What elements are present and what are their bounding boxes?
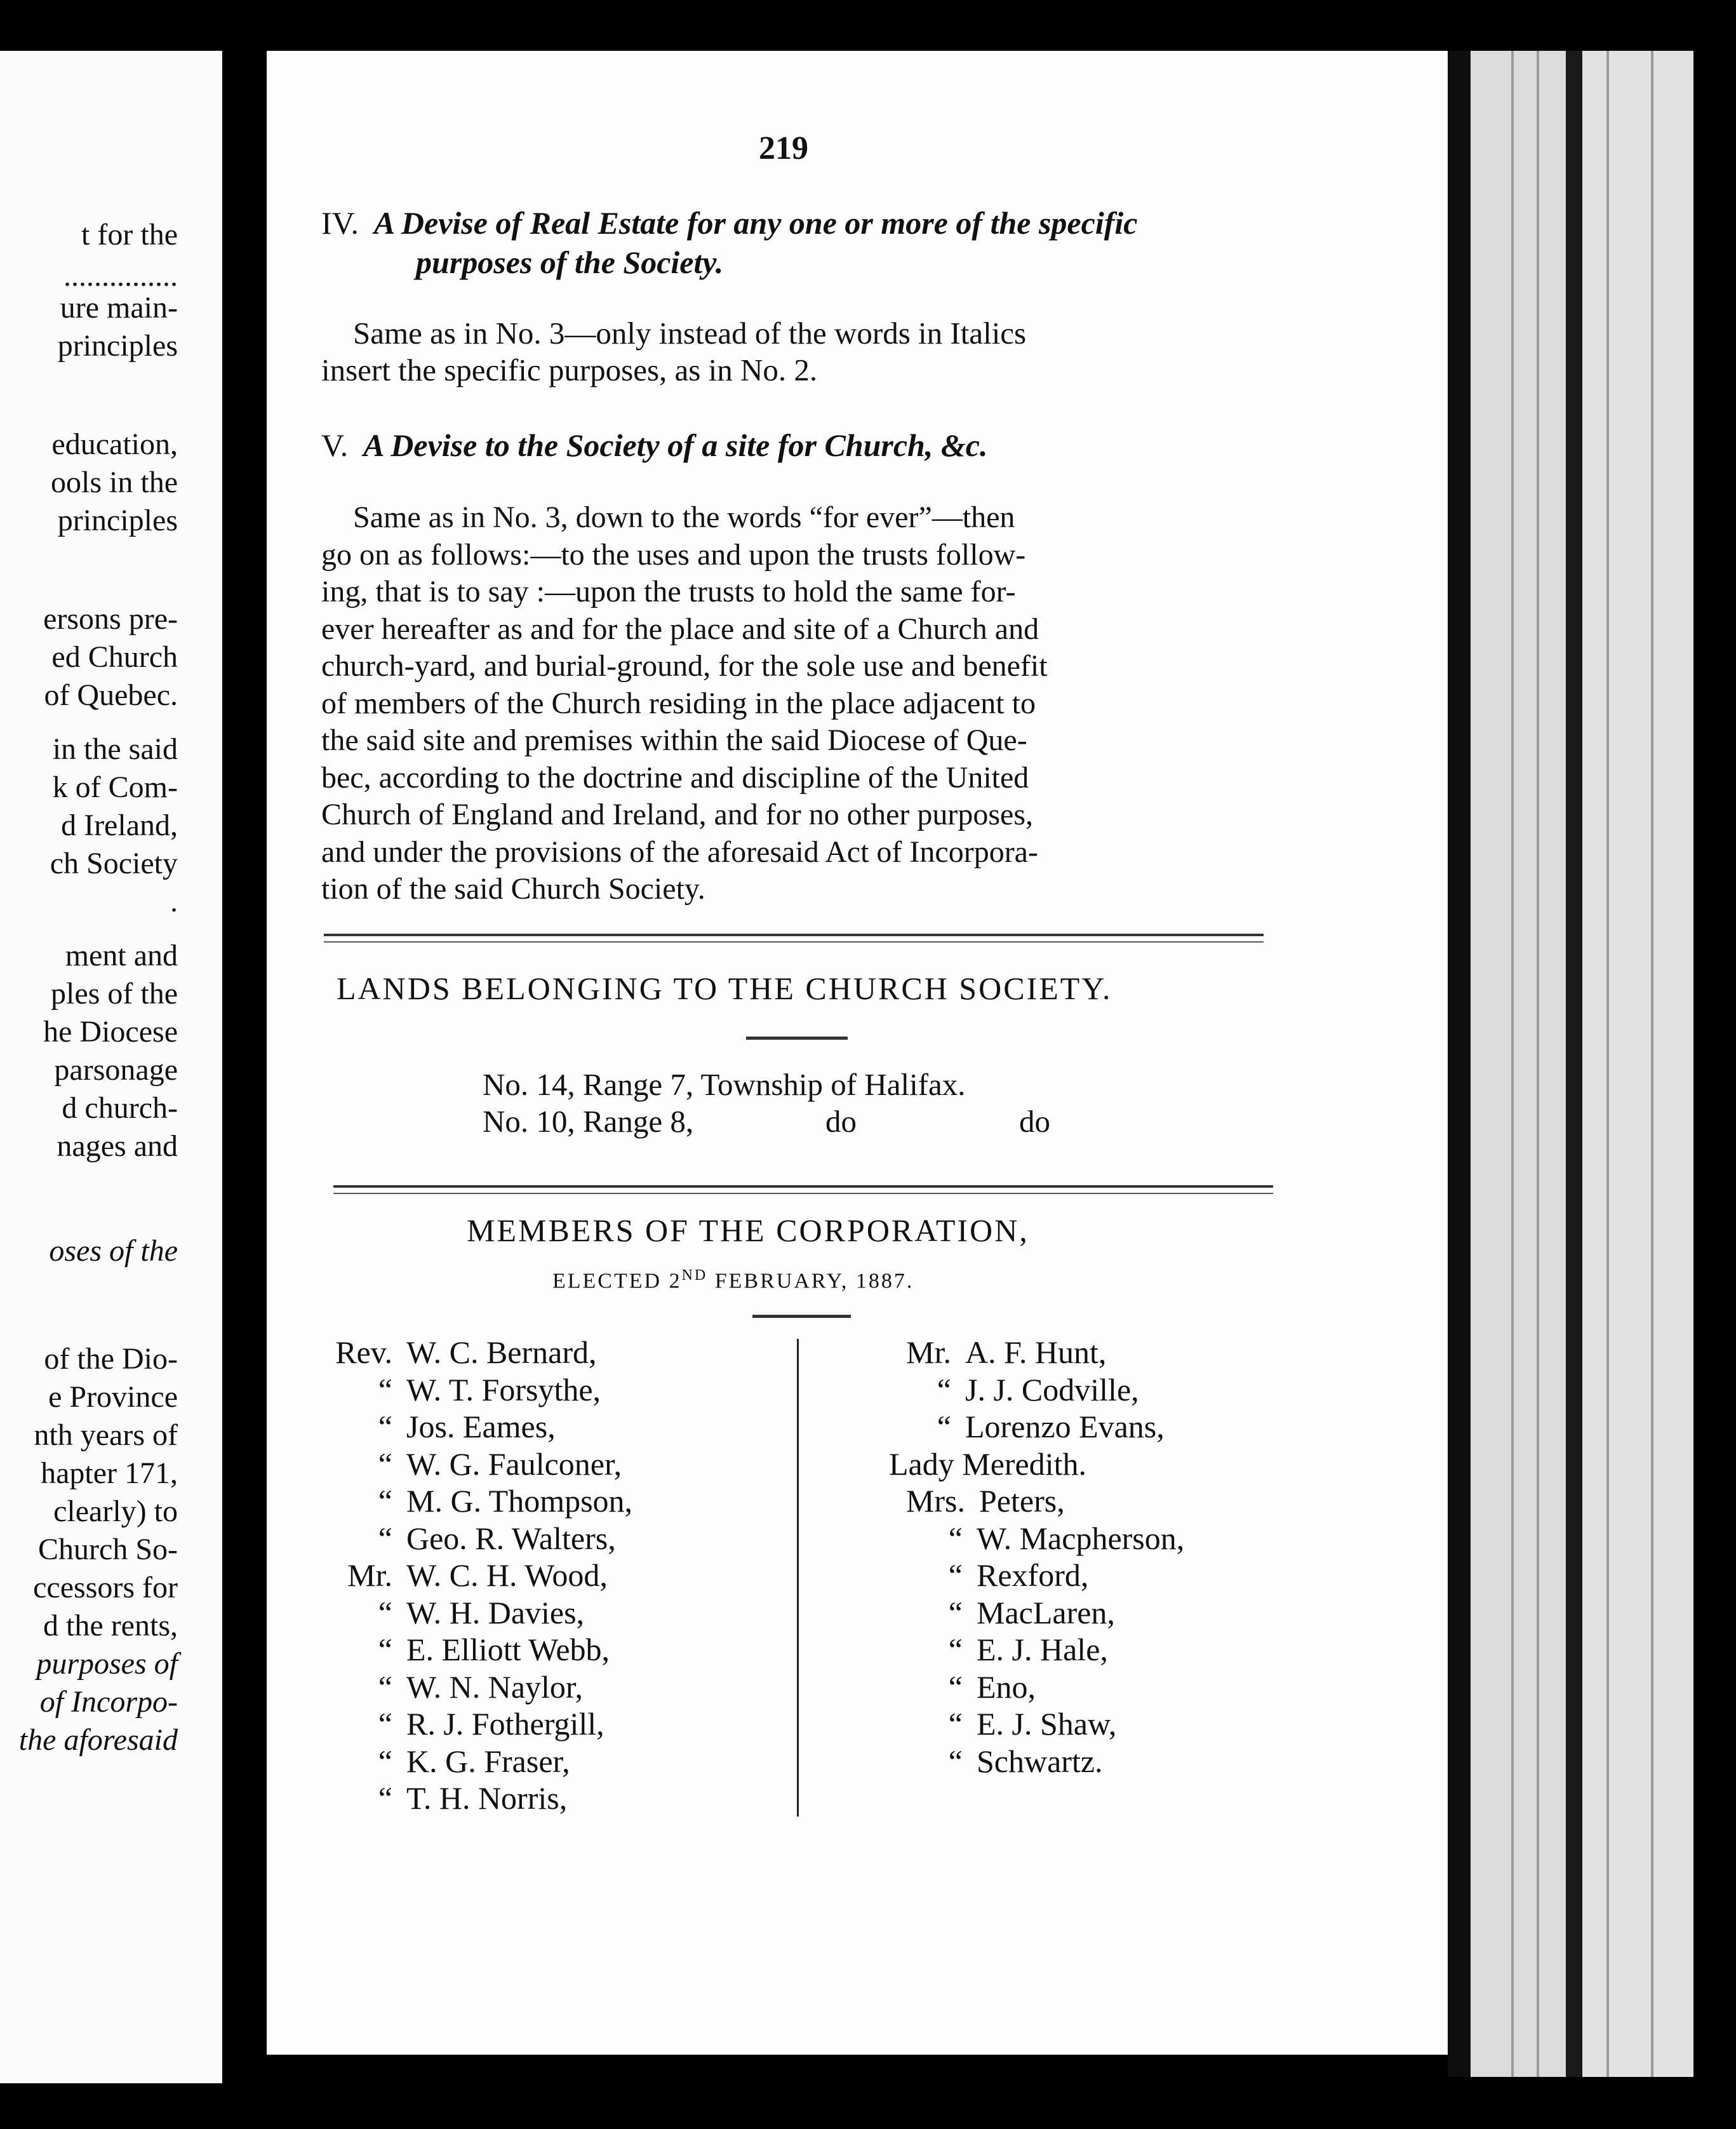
- member-entry: [330, 1669, 787, 1706]
- previous-page-line: ples of the: [51, 977, 178, 1011]
- member-entry: [330, 1446, 787, 1483]
- previous-page-line: ure main-: [60, 291, 178, 325]
- members-right-column: [889, 1334, 1333, 1780]
- member-name: MacLaren,: [977, 1594, 1115, 1630]
- previous-page-line: ccessors for: [33, 1571, 178, 1604]
- member-entry: [330, 1334, 787, 1371]
- member-prefix: “: [378, 1483, 392, 1519]
- member-name: W. N. Naylor,: [406, 1669, 584, 1705]
- section-iv-heading-cont: [416, 243, 723, 282]
- member-entry: [330, 1557, 787, 1594]
- section-v-body-line: church-yard, and burial-ground, for the sole use and benefit: [321, 649, 1048, 683]
- member-name: W. C. Bernard,: [406, 1334, 597, 1370]
- member-entry: [330, 1631, 787, 1669]
- section-iv-body: [321, 315, 1026, 389]
- previous-page-line: t for the: [81, 218, 178, 252]
- member-prefix: “: [378, 1446, 392, 1482]
- member-prefix: “: [948, 1669, 963, 1705]
- section-v-body-line: of members of the Church residing in the place adjacent to: [321, 686, 1036, 720]
- section-v-numeral: V.: [321, 427, 349, 463]
- member-entry: [889, 1743, 1333, 1780]
- member-prefix: “: [378, 1520, 392, 1556]
- member-entry: [330, 1482, 787, 1520]
- previous-page-line: principles: [57, 504, 178, 537]
- member-name: E. J. Shaw,: [977, 1706, 1117, 1742]
- previous-page-line: e Province: [48, 1380, 178, 1414]
- short-rule: [746, 1037, 848, 1040]
- member-prefix: “: [378, 1371, 392, 1407]
- page-edge-stripe: [1511, 51, 1514, 2077]
- previous-page-line: ersons pre-: [43, 602, 178, 636]
- previous-page-line: d Ireland,: [61, 809, 178, 842]
- page-edge-stripe: [1537, 51, 1539, 2077]
- member-entry: [889, 1408, 1333, 1446]
- lands-ditto: do: [825, 1104, 857, 1139]
- previous-page-fragment: [0, 51, 222, 2083]
- member-prefix: “: [937, 1409, 951, 1444]
- member-prefix: Mrs.: [905, 1483, 965, 1519]
- member-name: Peters,: [979, 1483, 1065, 1519]
- section-rule: [324, 934, 1264, 936]
- lands-ditto: do: [1019, 1104, 1050, 1139]
- previous-page-line: of Quebec.: [44, 678, 178, 712]
- member-prefix: Mr.: [347, 1557, 392, 1593]
- previous-page-line: he Diocese: [43, 1015, 178, 1049]
- previous-page-line: .: [170, 885, 178, 918]
- member-name: Lorenzo Evans,: [965, 1409, 1165, 1444]
- section-v-title: A Devise to the Society of a site for Church, &c.: [363, 427, 988, 463]
- member-entry: [889, 1705, 1333, 1743]
- section-v-body-line: tion of the said Church Society.: [321, 872, 705, 906]
- section-v-heading: [321, 426, 987, 465]
- previous-page-line: ed Church: [51, 640, 178, 674]
- member-entry: [330, 1780, 787, 1817]
- member-entry: [330, 1594, 787, 1632]
- previous-page-line: oses of the: [49, 1234, 178, 1268]
- member-name: Jos. Eames,: [406, 1409, 556, 1444]
- lands-row: [483, 1066, 966, 1104]
- member-entry: [889, 1669, 1333, 1706]
- member-name: W. Macpherson,: [977, 1520, 1185, 1556]
- previous-page-line: nth years of: [34, 1418, 178, 1452]
- member-name: E. Elliott Webb,: [406, 1632, 610, 1667]
- section-iv-title-line2: purposes of the Society.: [416, 245, 724, 280]
- member-name: E. J. Hale,: [977, 1632, 1108, 1667]
- lands-township: Township of Halifax.: [700, 1067, 966, 1102]
- member-entry: [330, 1743, 787, 1780]
- section-v-body-line: Same as in No. 3, down to the words “for ever”—then: [353, 500, 1015, 534]
- member-entry: [330, 1371, 787, 1409]
- previous-page-line: of Incorpo-: [39, 1685, 178, 1719]
- member-entry: [330, 1520, 787, 1557]
- previous-page-line: Church So-: [38, 1533, 178, 1566]
- member-prefix: “: [948, 1632, 963, 1667]
- member-entry: [889, 1520, 1333, 1557]
- member-name: K. G. Fraser,: [406, 1743, 570, 1779]
- member-prefix: Mr.: [906, 1334, 951, 1370]
- member-name: W. T. Forsythe,: [406, 1371, 601, 1407]
- member-prefix: “: [948, 1557, 963, 1593]
- members-heading: MEMBERS OF THE CORPORATION,: [467, 1212, 1029, 1248]
- member-entry: [889, 1371, 1333, 1409]
- previous-page-line: clearly) to: [53, 1494, 178, 1528]
- page-number: 219: [759, 130, 808, 166]
- member-name: W. C. H. Wood,: [406, 1557, 608, 1593]
- previous-page-line: in the said: [52, 732, 178, 766]
- member-name: W. H. Davies,: [406, 1594, 585, 1630]
- member-entry: [889, 1557, 1333, 1594]
- page-edge-shadow: [1566, 51, 1582, 2077]
- previous-page-line: the aforesaid: [18, 1723, 178, 1757]
- section-v-body: [321, 499, 1261, 908]
- previous-page-line: k of Com-: [52, 770, 178, 804]
- previous-page-line: purposes of: [36, 1647, 178, 1681]
- member-name: W. G. Faulconer,: [406, 1446, 622, 1482]
- member-entry: [889, 1594, 1333, 1632]
- member-entry: [889, 1446, 1333, 1483]
- member-prefix: “: [378, 1594, 392, 1630]
- previous-page-line: d the rents,: [43, 1609, 178, 1642]
- lands-row: [483, 1103, 693, 1141]
- page-gutter: [1448, 51, 1471, 2077]
- member-name: A. F. Hunt,: [965, 1334, 1107, 1370]
- section-v-body-line: ing, that is to say :—upon the trusts to hold the same for-: [321, 575, 1016, 608]
- section-iv-title-line1: A Devise of Real Estate for any one or more of the specific: [373, 205, 1138, 241]
- section-iv-numeral: IV.: [321, 205, 359, 241]
- column-divider: [797, 1339, 799, 1817]
- previous-page-line: nages and: [57, 1129, 178, 1163]
- member-entry: [330, 1408, 787, 1446]
- section-rule: [333, 1193, 1273, 1194]
- previous-page-line: ools in the: [51, 466, 178, 499]
- section-iv-body-line: insert the specific purposes, as in No. 2.: [321, 353, 818, 387]
- page-edge: [1582, 51, 1693, 2077]
- member-prefix: “: [378, 1780, 392, 1816]
- member-entry: [889, 1334, 1333, 1371]
- member-name: Eno,: [977, 1669, 1036, 1705]
- section-iv-body-line: Same as in No. 3—only instead of the words in Italics: [353, 316, 1027, 351]
- members-left-column: [330, 1334, 787, 1817]
- section-rule: [333, 1185, 1273, 1188]
- section-v-body-line: go on as follows:—to the uses and upon the trusts follow-: [321, 537, 1026, 572]
- member-prefix: “: [937, 1371, 951, 1407]
- section-iv-heading: [321, 203, 1137, 243]
- member-prefix: “: [378, 1409, 392, 1444]
- previous-page-line: d church-: [62, 1091, 178, 1125]
- previous-page-line: of the Dio-: [44, 1342, 178, 1376]
- members-subheading: ELECTED 2ND FEBRUARY, 1887.: [552, 1267, 914, 1293]
- section-rule: [324, 941, 1264, 943]
- member-name: J. J. Codville,: [965, 1371, 1139, 1407]
- member-prefix: Rev.: [335, 1334, 392, 1370]
- member-prefix: “: [378, 1632, 392, 1667]
- page-edge-stripe: [1651, 51, 1653, 2077]
- short-rule: [752, 1315, 851, 1318]
- lands-heading: LANDS BELONGING TO THE CHURCH SOCIETY.: [337, 970, 1112, 1006]
- section-v-body-line: Church of England and Ireland, and for no other purposes,: [321, 798, 1034, 831]
- member-name: Geo. R. Walters,: [406, 1520, 616, 1556]
- lands-lot: No. 10, Range 8,: [483, 1104, 694, 1139]
- member-prefix: “: [378, 1706, 392, 1742]
- previous-page-line: ch Society: [50, 847, 178, 880]
- member-prefix: “: [948, 1594, 963, 1630]
- previous-page-line: education,: [51, 427, 178, 461]
- previous-page-line: ...............: [63, 259, 178, 293]
- previous-page-line: parsonage: [54, 1053, 178, 1087]
- member-name: Lady Meredith.: [889, 1446, 1087, 1482]
- member-name: R. J. Fothergill,: [406, 1706, 604, 1742]
- previous-page-line: ment and: [65, 939, 178, 972]
- member-name: Schwartz.: [977, 1743, 1103, 1779]
- section-v-body-line: bec, according to the doctrine and discipline of the United: [321, 760, 1029, 795]
- member-entry: [889, 1482, 1333, 1520]
- member-prefix: “: [948, 1743, 963, 1779]
- member-name: Rexford,: [977, 1557, 1089, 1593]
- member-prefix: “: [378, 1669, 392, 1705]
- lands-lot: No. 14, Range 7,: [483, 1067, 694, 1102]
- member-entry: [330, 1705, 787, 1743]
- section-v-body-line: the said site and premises within the said Diocese of Que-: [321, 723, 1027, 757]
- page-edge: [1471, 51, 1566, 2077]
- section-v-body-line: and under the provisions of the aforesaid Act of Incorpora-: [321, 835, 1038, 869]
- section-v-body-line: ever hereafter as and for the place and site of a Church and: [321, 612, 1039, 646]
- previous-page-line: hapter 171,: [41, 1456, 178, 1490]
- member-name: T. H. Norris,: [406, 1780, 568, 1816]
- member-prefix: “: [378, 1743, 392, 1779]
- page-edge-stripe: [1606, 51, 1609, 2077]
- member-prefix: “: [948, 1520, 963, 1556]
- previous-page-line: principles: [57, 329, 178, 363]
- member-entry: [889, 1631, 1333, 1669]
- member-name: M. G. Thompson,: [406, 1483, 633, 1519]
- member-prefix: “: [948, 1706, 963, 1742]
